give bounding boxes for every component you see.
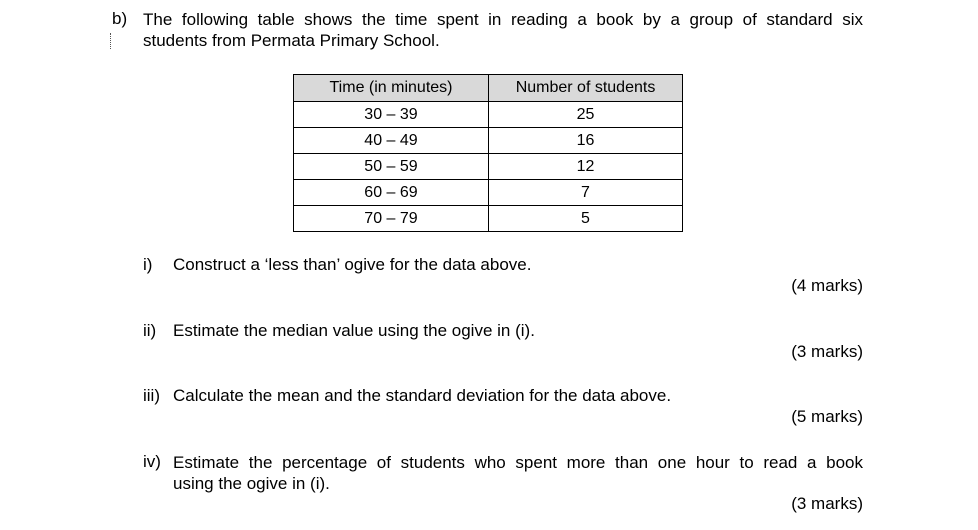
table-cell-time: 30 – 39	[294, 102, 489, 128]
table-cell-count: 25	[489, 102, 683, 128]
table-row	[294, 154, 683, 180]
part-iii-text: Calculate the mean and the standard deviation for the data above.	[173, 386, 672, 405]
table-cell-count: 12	[489, 154, 683, 180]
part-iv-text-line2: using the ogive in (i).	[173, 474, 330, 493]
table-row	[294, 128, 683, 154]
part-iii	[143, 386, 671, 406]
table-cell-time: 40 – 49	[294, 128, 489, 154]
part-ii-text: Estimate the median value using the ogive in (i).	[173, 321, 535, 340]
part-i-text: Construct a ‘less than’ ogive for the data above.	[173, 255, 532, 274]
table-header-students: Number of students	[489, 75, 683, 102]
part-ii-number: ii)	[143, 321, 157, 340]
part-iv-number: iv)	[143, 452, 161, 471]
table-cell-count: 7	[489, 180, 683, 206]
question-text	[143, 9, 863, 51]
table-row	[294, 180, 683, 206]
table-cell-time: 70 – 79	[294, 206, 489, 232]
part-iii-marks: (5 marks)	[791, 407, 863, 426]
table-row	[294, 206, 683, 232]
part-i	[143, 255, 531, 275]
part-iv	[143, 452, 173, 472]
question-text-line1: The following table shows the time spent in reading a book by a group of standard six	[143, 10, 863, 29]
table-cell-time: 50 – 59	[294, 154, 489, 180]
table-header-time: Time (in minutes)	[294, 75, 489, 102]
question-label: b)	[112, 9, 128, 28]
part-iv-text-line1: Estimate the percentage of students who spent more than one hour to read a book	[173, 453, 863, 472]
question-text-line2: students from Permata Primary School.	[143, 31, 440, 50]
table-header-row	[294, 75, 683, 102]
part-i-number: i)	[143, 255, 153, 274]
part-iv-text	[173, 452, 863, 494]
frequency-table	[293, 74, 683, 232]
table-cell-count: 5	[489, 206, 683, 232]
table-cell-time: 60 – 69	[294, 180, 489, 206]
part-i-marks: (4 marks)	[791, 276, 863, 295]
part-iii-number: iii)	[143, 386, 160, 405]
table-cell-count: 16	[489, 128, 683, 154]
part-ii	[143, 321, 535, 341]
table-row	[294, 102, 683, 128]
margin-mark	[110, 33, 113, 49]
part-ii-marks: (3 marks)	[791, 342, 863, 361]
part-iv-marks: (3 marks)	[791, 494, 863, 513]
